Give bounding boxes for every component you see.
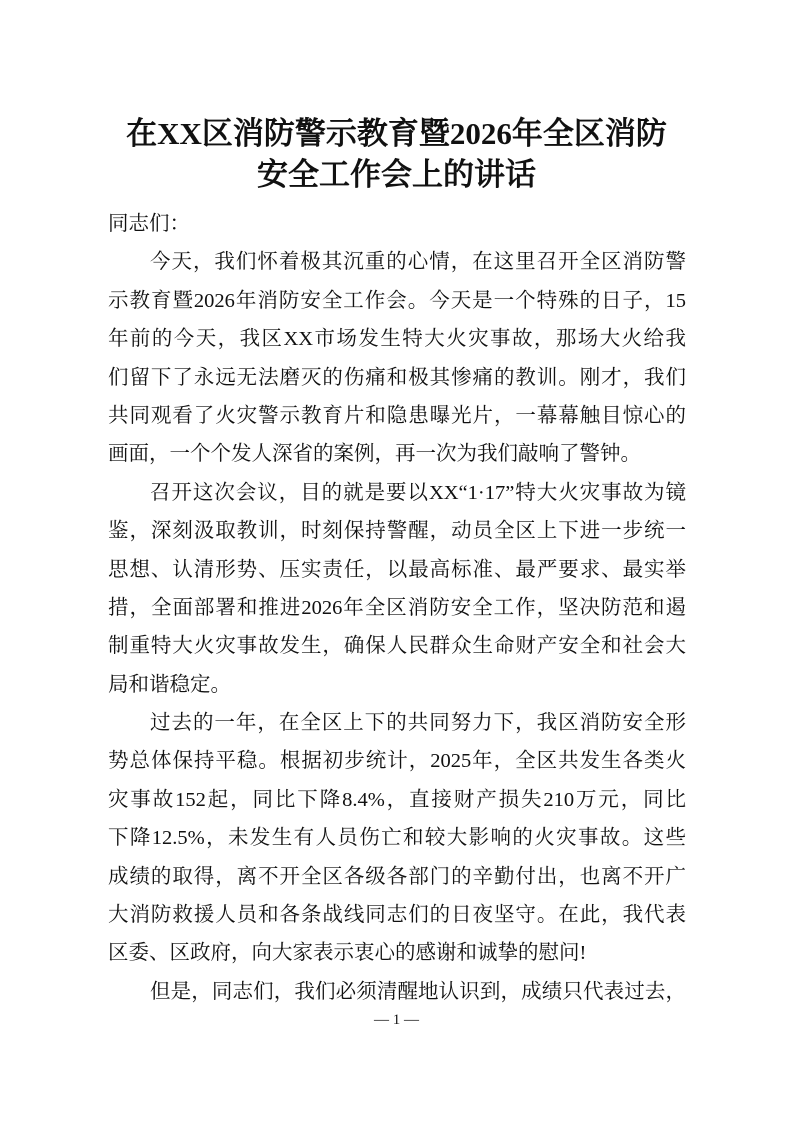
page-number: — 1 — — [374, 1012, 419, 1028]
paragraph — [108, 704, 686, 973]
paragraph-line: 措，全面部署和推进2026年全区消防安全工作，坚决防范和遏 — [108, 596, 686, 619]
paragraph-line: 今天，我们怀着极其沉重的心情，在这里召开全区消防警 — [150, 251, 686, 274]
paragraphs — [108, 243, 686, 1011]
title-line: 在XX区消防警示教育暨2026年全区消防 — [126, 116, 667, 151]
paragraph-line: 局和谐稳定。 — [108, 673, 231, 696]
paragraph-line: 们留下了永远无法磨灭的伤痛和极其惨痛的教训。刚才，我们 — [108, 366, 686, 389]
title-line: 安全工作会上的讲话 — [257, 157, 536, 192]
paragraph — [108, 474, 686, 704]
document-body — [108, 205, 686, 1011]
paragraph-line: 成绩的取得，离不开全区各级各部门的辛勤付出，也离不开广 — [108, 865, 686, 888]
paragraph-line: 但是，同志们，我们必须清醒地认识到，成绩只代表过去， — [150, 980, 686, 1003]
paragraph-line: 年前的今天，我区XX市场发生特大火灾事故，那场大火给我 — [108, 328, 686, 351]
paragraph-line: 下降12.5%，未发生有人员伤亡和较大影响的火灾事故。这些 — [108, 827, 686, 850]
paragraph-line: 制重特大火灾事故发生，确保人民群众生命财产安全和社会大 — [108, 635, 686, 658]
paragraph — [108, 973, 686, 1011]
paragraph-line: 召开这次会议，目的就是要以XX“1·17”特大火灾事故为镜 — [150, 481, 686, 504]
paragraph-line: 过去的一年，在全区上下的共同努力下，我区消防安全形 — [150, 712, 686, 735]
paragraph-line: 思想、认清形势、压实责任，以最高标准、最严要求、最实举 — [108, 558, 686, 581]
paragraph-line: 势总体保持平稳。根据初步统计，2025年，全区共发生各类火 — [108, 750, 686, 773]
document-title — [90, 113, 703, 195]
salutation: 同志们： — [108, 213, 190, 235]
paragraph-line: 大消防救援人员和各条战线同志们的日夜坚守。在此，我代表 — [108, 904, 686, 927]
paragraph-line: 示教育暨2026年消防安全工作会。今天是一个特殊的日子，15 — [108, 289, 686, 312]
paragraph-line: 共同观看了火灾警示教育片和隐患曝光片，一幕幕触目惊心的 — [108, 404, 686, 427]
paragraph-line: 区委、区政府，向大家表示衷心的感谢和诚挚的慰问! — [108, 942, 587, 965]
paragraph-line: 鉴，深刻汲取教训，时刻保持警醒，动员全区上下进一步统一 — [108, 520, 686, 543]
paragraph — [108, 243, 686, 473]
paragraph-line: 画面，一个个发人深省的案例，再一次为我们敲响了警钟。 — [108, 443, 641, 466]
paragraph-line: 灾事故152起，同比下降8.4%，直接财产损失210万元，同比 — [108, 788, 686, 811]
